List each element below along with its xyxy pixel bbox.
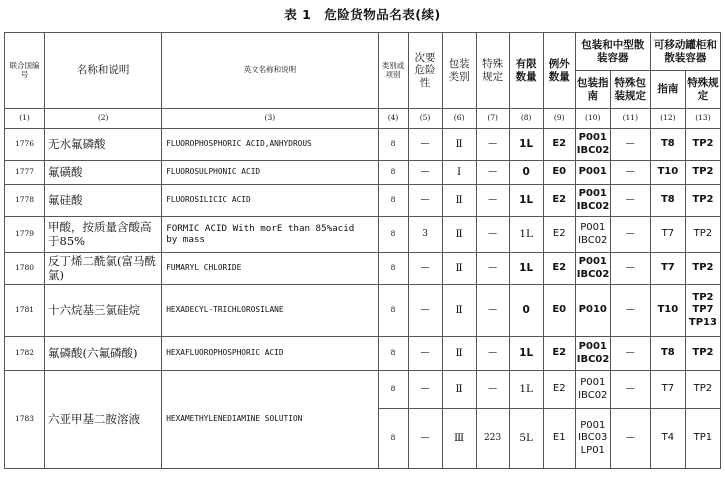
pg-cell: Ⅲ [442,409,476,469]
spp-cell: — [610,337,650,371]
column-number: (8) [509,109,543,129]
lq-cell: 1L [509,217,543,253]
table-row [5,161,721,185]
pi-cell: P001 IBC02 [575,185,610,217]
sp-cell: — [476,285,509,337]
spp-cell: — [610,217,650,253]
un-number-cell: 1778 [5,185,45,217]
cls-cell: 8 [378,253,408,285]
name-cell: 氟磷酸(六氟磷酸) [45,337,162,371]
eq-cell: E2 [543,217,575,253]
english-name-cell: HEXADECYL-TRICHLOROSILANE [162,285,378,337]
sp-cell: — [476,253,509,285]
tg-cell: T8 [650,129,685,161]
eq-cell: E2 [543,337,575,371]
tg-cell: T4 [650,409,685,469]
pi-cell: P001 IBC02 [575,129,610,161]
tg-cell: T10 [650,161,685,185]
un-number-cell: 1777 [5,161,45,185]
spp-cell: — [610,371,650,409]
ts-cell: TP2 [685,337,720,371]
lq-cell: 1L [509,129,543,161]
cls-cell: 8 [378,371,408,409]
eq-cell: E0 [543,161,575,185]
name-cell: 氟硅酸 [45,185,162,217]
name-cell: 氟磺酸 [45,161,162,185]
spp-cell: — [610,129,650,161]
header-pack-group: 包装类别 [442,33,476,109]
tg-cell: T7 [650,217,685,253]
column-number: (1) [5,109,45,129]
english-name-cell: FLUOROSILICIC ACID [162,185,378,217]
sp-cell: — [476,337,509,371]
header-english: 英文名称和说明 [162,33,378,109]
table-row [5,217,721,253]
column-number: (5) [408,109,442,129]
lq-cell: 1L [509,337,543,371]
pi-cell: P001 IBC02 [575,253,610,285]
ts-cell: TP2 [685,253,720,285]
pg-cell: Ⅰ [442,161,476,185]
header-un-no: 联合国编号 [5,33,45,109]
tg-cell: T7 [650,253,685,285]
cls-cell: 8 [378,285,408,337]
cls-cell: 8 [378,129,408,161]
spp-cell: — [610,409,650,469]
header-pack-instr: 包装指南 [575,71,610,109]
english-name-cell: FORMIC ACID With morE than 85%acid by mass [162,217,378,253]
lq-cell: 5L [509,409,543,469]
sub-cell: — [408,129,442,161]
column-number: (9) [543,109,575,129]
eq-cell: E0 [543,285,575,337]
column-number: (6) [442,109,476,129]
tg-cell: T8 [650,337,685,371]
ts-cell: TP2 TP7 TP13 [685,285,720,337]
name-cell: 六亚甲基二胺溶液 [45,371,162,469]
column-number: (13) [685,109,720,129]
english-name-cell: FUMARYL CHLORIDE [162,253,378,285]
column-number: (7) [476,109,509,129]
column-number: (3) [162,109,378,129]
ts-cell: TP2 [685,371,720,409]
cls-cell: 8 [378,337,408,371]
eq-cell: E2 [543,371,575,409]
header-special-pack: 特殊包装规定 [610,71,650,109]
table-row [5,185,721,217]
cls-cell: 8 [378,217,408,253]
pg-cell: Ⅱ [442,253,476,285]
sp-cell: — [476,185,509,217]
eq-cell: E1 [543,409,575,469]
ts-cell: TP1 [685,409,720,469]
un-number-cell: 1782 [5,337,45,371]
english-name-cell: FLUOROPHOSPHORIC ACID,ANHYDROUS [162,129,378,161]
ts-cell: TP2 [685,129,720,161]
sp-cell: — [476,161,509,185]
table-row [5,371,721,409]
header-tank-special: 特殊规定 [685,71,720,109]
table-title: 表 1 危险货物品名表(续) [284,7,441,22]
tg-cell: T10 [650,285,685,337]
header-tank-group: 可移动罐柜和散装容器 [650,33,720,71]
cls-cell: 8 [378,409,408,469]
pi-cell: P001 IBC02 [575,217,610,253]
ts-cell: TP2 [685,185,720,217]
column-number: (12) [650,109,685,129]
name-cell: 十六烷基三氯硅烷 [45,285,162,337]
pg-cell: Ⅱ [442,217,476,253]
name-cell: 反丁烯二酰氯(富马酰氯) [45,253,162,285]
header-packing-group: 包装和中型散装容器 [575,33,650,71]
pi-cell: P001 IBC02 [575,371,610,409]
sp-cell: — [476,129,509,161]
sub-cell: — [408,371,442,409]
eq-cell: E2 [543,253,575,285]
pi-cell: P001 IBC02 [575,337,610,371]
name-cell: 甲酸，按质量含酸高于85% [45,217,162,253]
table-row [5,285,721,337]
sub-cell: — [408,185,442,217]
english-name-cell: HEXAFLUOROPHOSPHORIC ACID [162,337,378,371]
pi-cell: P010 [575,285,610,337]
pi-cell: P001 [575,161,610,185]
sub-cell: — [408,253,442,285]
un-number-cell: 1779 [5,217,45,253]
spp-cell: — [610,185,650,217]
lq-cell: 1L [509,185,543,217]
sub-cell: — [408,337,442,371]
eq-cell: E2 [543,129,575,161]
cls-cell: 8 [378,185,408,217]
cls-cell: 8 [378,161,408,185]
eq-cell: E2 [543,185,575,217]
dangerous-goods-table [4,32,721,469]
un-number-cell: 1781 [5,285,45,337]
pg-cell: Ⅱ [442,285,476,337]
sub-cell: 3 [408,217,442,253]
header-sub-risk: 次要危险性 [408,33,442,109]
header-excepted: 例外数量 [543,33,575,109]
english-name-cell: FLUOROSULPHONIC ACID [162,161,378,185]
table-row [5,253,721,285]
un-number-cell: 1776 [5,129,45,161]
tg-cell: T8 [650,185,685,217]
spp-cell: — [610,253,650,285]
sp-cell: 223 [476,409,509,469]
column-number: (2) [45,109,162,129]
name-cell: 无水氟磷酸 [45,129,162,161]
pg-cell: Ⅱ [442,337,476,371]
pi-cell: P001 IBC03 LP01 [575,409,610,469]
lq-cell: 0 [509,161,543,185]
sub-cell: — [408,285,442,337]
un-number-cell: 1780 [5,253,45,285]
sub-cell: — [408,161,442,185]
column-number: (4) [378,109,408,129]
spp-cell: — [610,285,650,337]
column-number: (11) [610,109,650,129]
column-number: (10) [575,109,610,129]
pg-cell: Ⅱ [442,185,476,217]
tg-cell: T7 [650,371,685,409]
un-number-cell: 1783 [5,371,45,469]
spp-cell: — [610,161,650,185]
english-name-cell: HEXAMETHYLENEDIAMINE SOLUTION [162,371,378,469]
header-name: 名称和说明 [45,33,162,109]
header-special: 特殊规定 [476,33,509,109]
table-row [5,337,721,371]
sp-cell: — [476,371,509,409]
sp-cell: — [476,217,509,253]
ts-cell: TP2 [685,161,720,185]
pg-cell: Ⅱ [442,129,476,161]
header-guide: 指南 [650,71,685,109]
lq-cell: 1L [509,253,543,285]
lq-cell: 1L [509,371,543,409]
header-limited: 有限数量 [509,33,543,109]
table-row [5,129,721,161]
ts-cell: TP2 [685,217,720,253]
header-class: 类别或项别 [378,33,408,109]
pg-cell: Ⅱ [442,371,476,409]
sub-cell: — [408,409,442,469]
lq-cell: 0 [509,285,543,337]
